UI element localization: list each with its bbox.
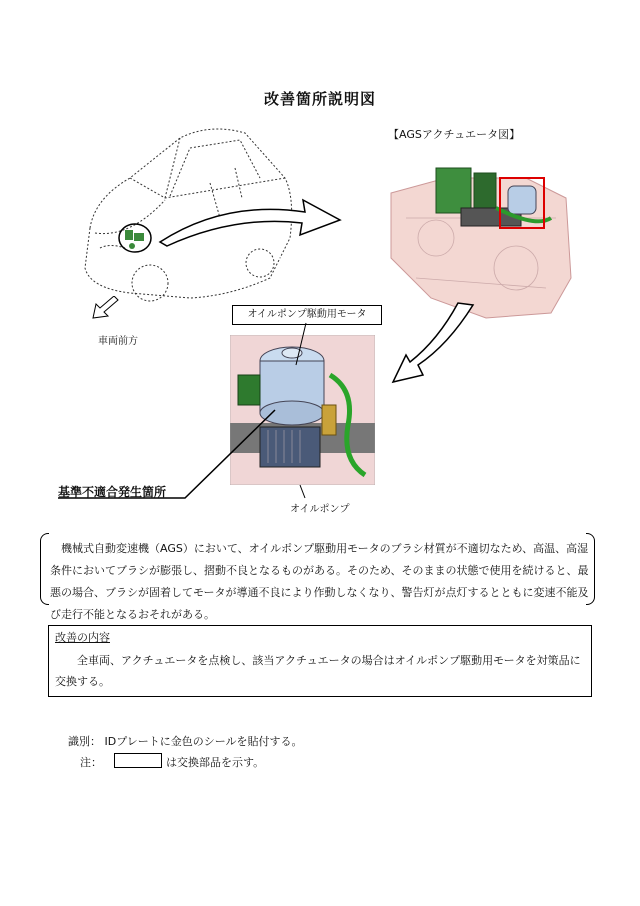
- defect-location-label: 基準不適合発生箇所: [58, 485, 167, 499]
- motor-callout-label: オイルポンプ駆動用モータ: [232, 305, 382, 325]
- note-label: 注：: [80, 756, 102, 769]
- oil-pump-label: オイルポンプ: [290, 504, 350, 515]
- ags-diagram-title: 【AGSアクチュエータ図】: [388, 128, 521, 141]
- note-text: は交換部品を示す。: [166, 756, 265, 769]
- defect-description: 機械式自動変速機（AGS）において、オイルポンプ駆動用モータのブラシ材質が不適切なため、高温、高湿条件においてブラシが膨張し、摺動不良となるものがある。そのため、そのままの状態で使用を続けると、最悪の場合、ブラシが固着してモータが導通不良により作動しなくなり、警告灯が点灯するとともに変速不能及び走行不能となるおそれがある。: [50, 542, 589, 621]
- improvement-box: [48, 625, 592, 697]
- identification-text: 識別： IDプレートに金色のシールを貼付する。: [68, 735, 303, 748]
- replacement-part-legend-box: [114, 753, 162, 768]
- page-title: 改善箇所説明図: [263, 90, 376, 108]
- description-bracket-left: [40, 533, 49, 605]
- vehicle-front-label: 車両前方: [98, 336, 138, 347]
- improvement-heading: 改善の内容: [55, 631, 110, 644]
- improvement-text: 全車両、アクチュエータを点検し、該当アクチュエータの場合はオイルポンプ駆動用モータを対策品に交換する。: [55, 654, 581, 688]
